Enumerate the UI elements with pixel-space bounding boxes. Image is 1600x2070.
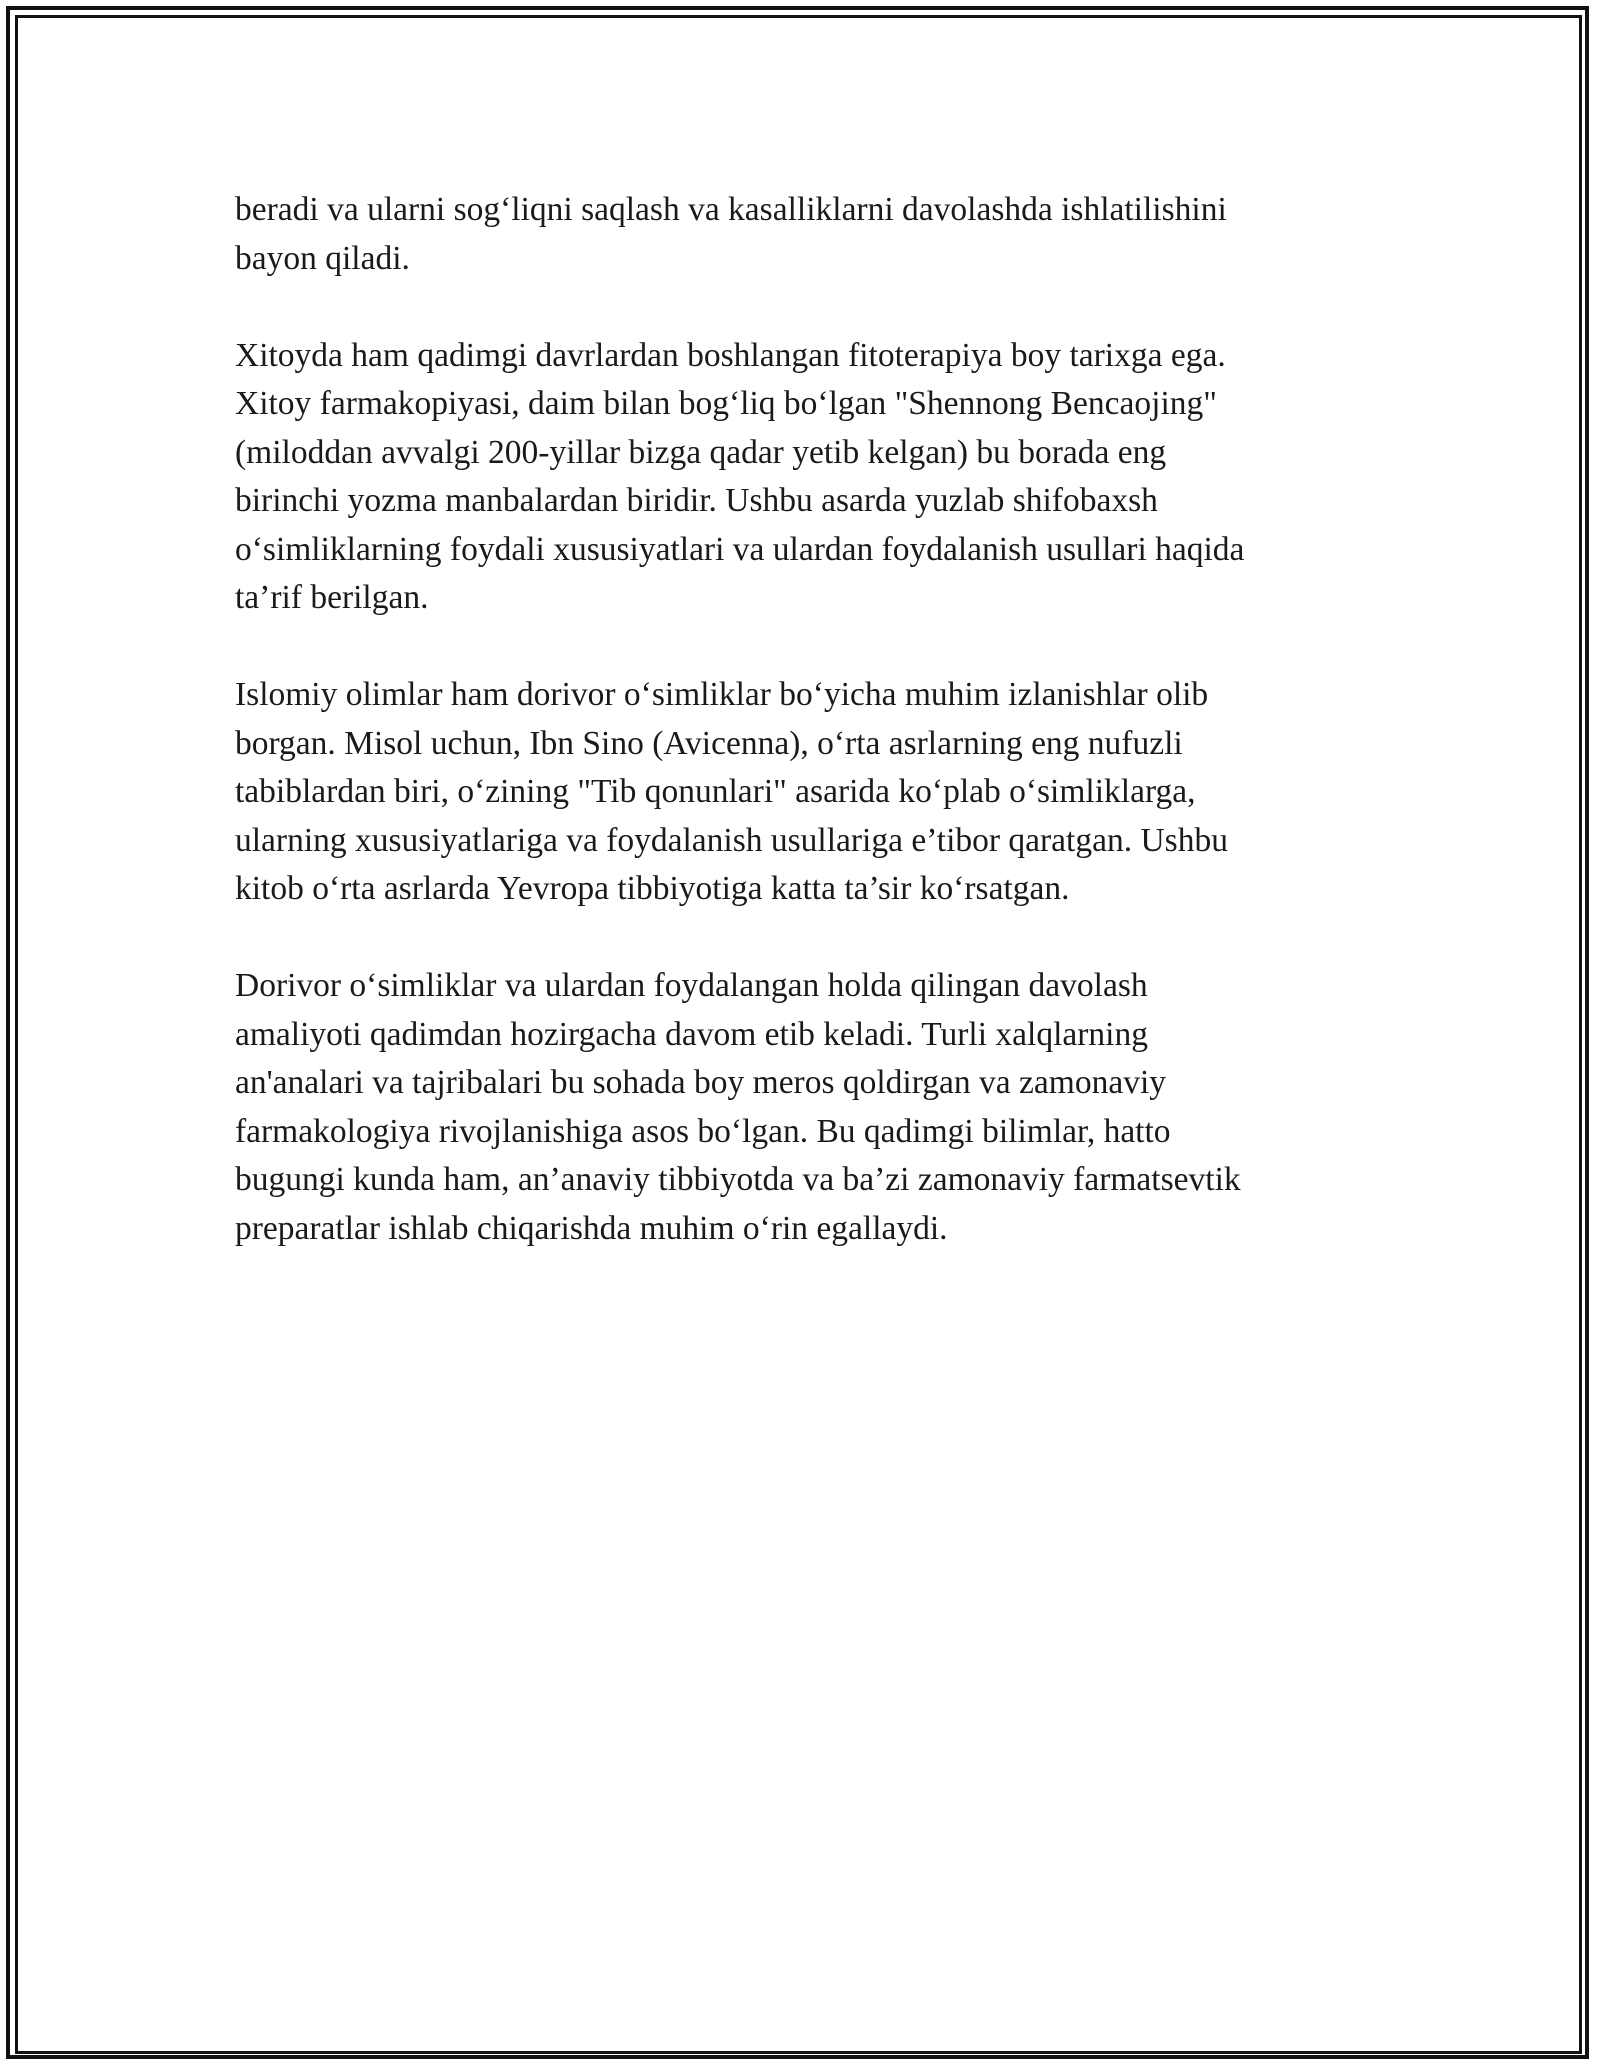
text-line: o‘simliklarning foydali xususiyatlari va ulardan foydalanish usullari haqida: [235, 530, 1245, 568]
text-line: birinchi yozma manbalardan biridir. Ushbu asarda yuzlab shifobaxsh: [235, 482, 1158, 519]
paragraph-2: [235, 332, 1365, 623]
text-line: borgan. Misol uchun, Ibn Sino (Avicenna), o‘rta asrlarning eng nufuzli: [235, 724, 1183, 762]
text-line: tabiblardan biri, o‘zining "Tib qonunlari" asarida ko‘plab o‘simliklarga,: [235, 773, 1196, 810]
paragraph-3: [235, 671, 1365, 914]
text-line: ta’rif berilgan.: [235, 579, 429, 616]
text-line: Islomiy olimlar ham dorivor o‘simliklar bo‘yicha muhim izlanishlar olib: [235, 676, 1209, 713]
text-line: an'analari va tajribalari bu sohada boy meros qoldirgan va zamonaviy: [235, 1064, 1166, 1101]
document-body: [235, 186, 1365, 1302]
text-line: Xitoy farmakopiyasi, daim bilan bog‘liq bo‘lgan "Shennong Bencaojing": [235, 385, 1217, 422]
text-line: (miloddan avvalgi 200-yillar bizga qadar yetib kelgan) bu borada eng: [235, 433, 1167, 471]
text-line: Xitoyda ham qadimgi davrlardan boshlangan fitoterapiya boy tarixga ega.: [235, 336, 1226, 374]
text-line: bugungi kunda ham, an’anaviy tibbiyotda va ba’zi zamonaviy farmatsevtik: [235, 1161, 1241, 1198]
text-line: bayon qiladi.: [235, 239, 410, 277]
text-line: kitob o‘rta asrlarda Yevropa tibbiyotiga katta ta’sir ko‘rsatgan.: [235, 870, 1070, 907]
text-line: ularning xususiyatlariga va foydalanish usullariga e’tibor qaratgan. Ushbu: [235, 821, 1228, 859]
text-line: farmakologiya rivojlanishiga asos bo‘lgan. Bu qadimgi bilimlar, hatto: [235, 1112, 1171, 1150]
text-line: beradi va ularni sog‘liqni saqlash va kasalliklarni davolashda ishlatilishini: [235, 191, 1227, 228]
paragraph-4: [235, 962, 1365, 1253]
paragraph-1: [235, 186, 1365, 283]
text-line: preparatlar ishlab chiqarishda muhim o‘rin egallaydi.: [235, 1209, 948, 1247]
text-line: Dorivor o‘simliklar va ulardan foydalangan holda qilingan davolash: [235, 967, 1148, 1004]
text-line: amaliyoti qadimdan hozirgacha davom etib keladi. Turli xalqlarning: [235, 1015, 1148, 1053]
